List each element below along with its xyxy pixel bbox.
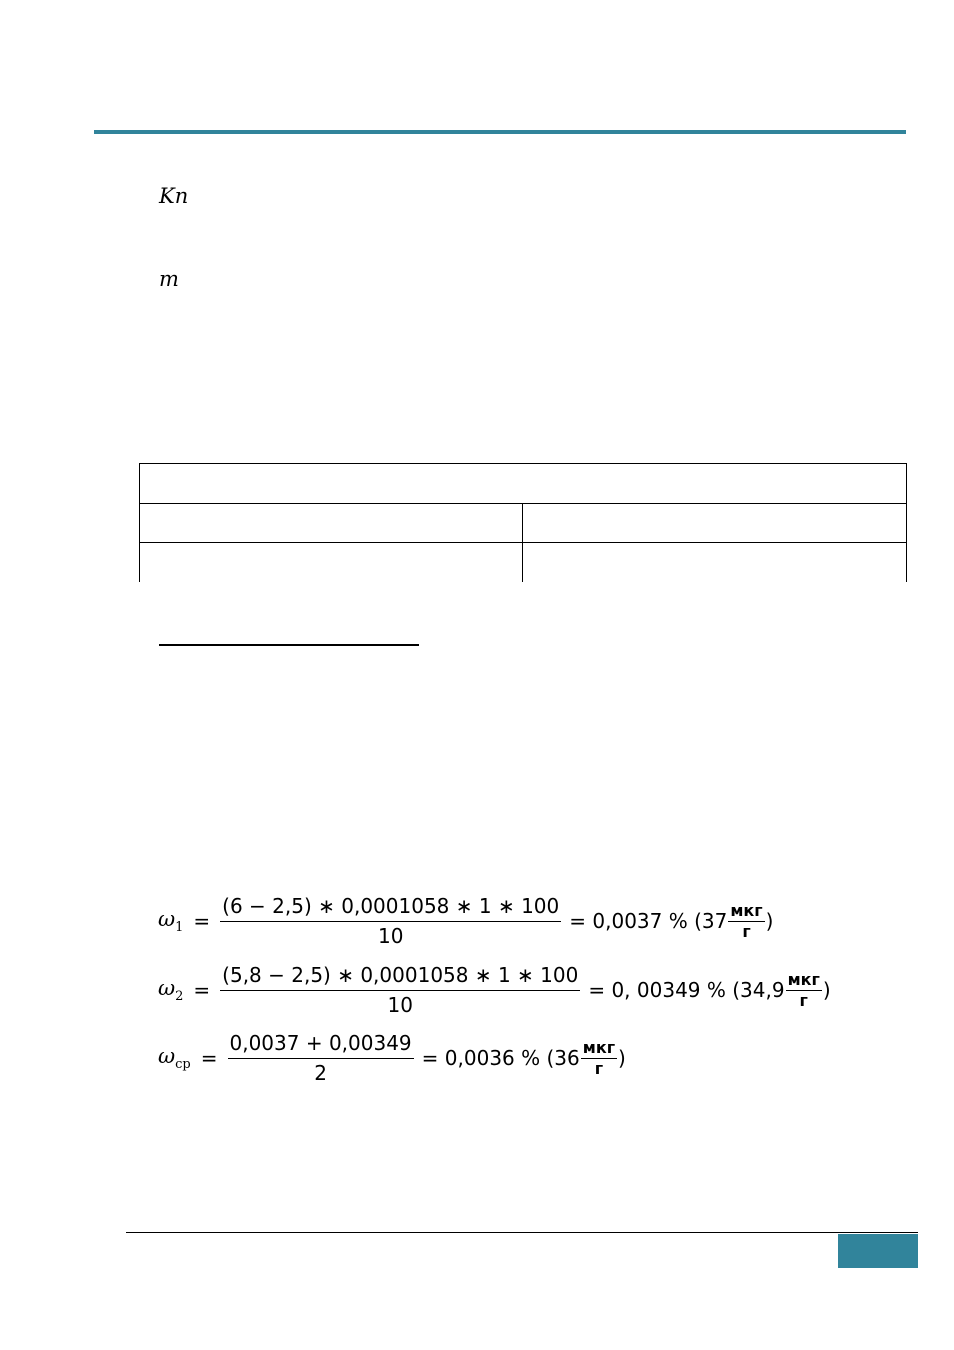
formula-result: = 0, 00349 % (34,9 [588, 978, 785, 1002]
underlined-heading-line [159, 644, 419, 646]
formula-fraction: $\frac{0,0037 + 0,00349}{2}$ [229, 1031, 412, 1085]
unit-fraction: мкг г [787, 970, 820, 1010]
variable-m: m [159, 267, 179, 291]
formula-omega-2: $\omega_2$ = $\frac{(5,8 - 2,5) ∗ 0,0001058 ∗ 1 ∗ 100}{10}$ = 0, 00349 % (34,9 мкг г ) [158, 963, 831, 1017]
table-row-divider [139, 542, 907, 543]
formula-omega-1: $\omega_1$ = $\frac{(6 - 2,5) ∗ 0,0001058 ∗ 1 ∗ 100}{10}$ = 0,0037 % (37 мкг г ) [158, 894, 774, 948]
unit-fraction: мкг г [582, 1038, 616, 1078]
data-table [139, 463, 907, 582]
table-left-border [139, 463, 140, 582]
formula-omega-avg: $\omega_{ср}$ = $\frac{0,0037 + 0,00349}{2}$ = 0,0036 % (36 мкг г ) [158, 1031, 626, 1085]
table-top-border [139, 463, 907, 464]
formula-fraction: $\frac{(6 - 2,5) ∗ 0,0001058 ∗ 1 ∗ 100}{10}$ [222, 894, 560, 948]
formula-fraction: $\frac{(5,8 - 2,5) ∗ 0,0001058 ∗ 1 ∗ 100}{10}$ [222, 963, 579, 1017]
unit-fraction: мкг г [730, 901, 763, 941]
header-rule [94, 130, 906, 134]
variable-kn: Kn [159, 184, 189, 208]
formula-lhs: $\omega_2$ [158, 975, 184, 1005]
formula-result: = 0,0036 % (36 [421, 1046, 580, 1070]
page-number-box [838, 1234, 918, 1268]
formula-lhs: $\omega_{ср}$ [158, 1043, 191, 1073]
table-column-divider [522, 503, 523, 582]
formula-result: = 0,0037 % (37 [569, 909, 728, 933]
formula-lhs: $\omega_1$ [158, 906, 184, 936]
footer-rule [126, 1232, 918, 1233]
table-right-border [906, 463, 907, 582]
table-row-divider [139, 503, 907, 504]
